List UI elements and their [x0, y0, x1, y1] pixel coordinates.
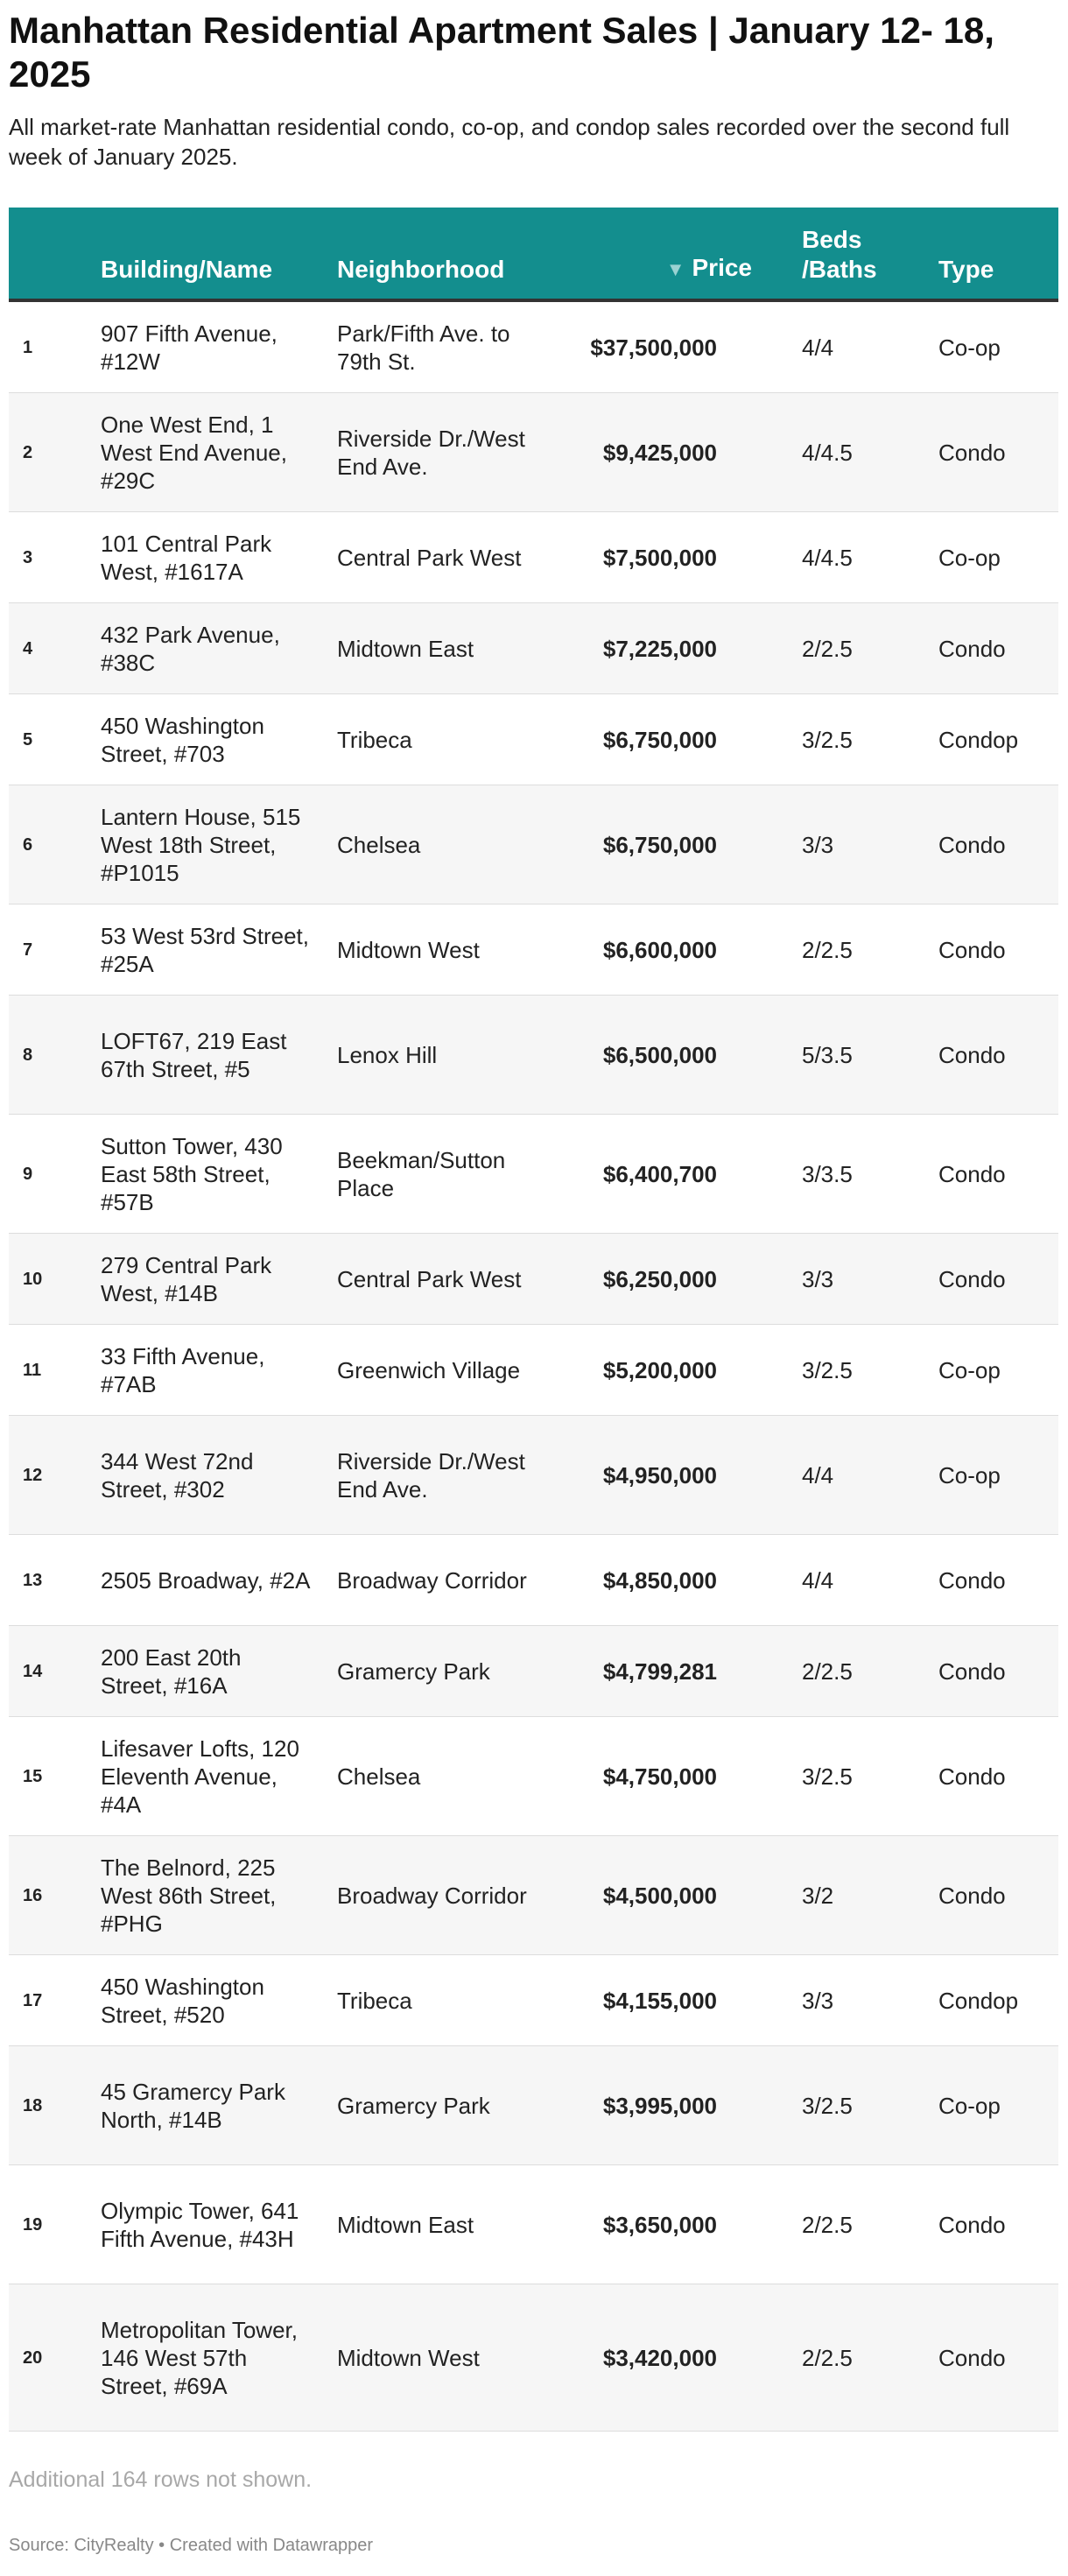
column-header-beds-line2: /Baths — [802, 256, 877, 283]
row-neighborhood: Riverside Dr./West End Ave. — [337, 1447, 525, 1503]
row-building: 907 Fifth Avenue, #12W — [101, 320, 278, 375]
row-rank: 13 — [23, 1570, 43, 1590]
row-price: $5,200,000 — [602, 1356, 717, 1383]
row-neighborhood: Broadway Corridor — [337, 1882, 527, 1909]
row-type: Condo — [938, 1566, 1006, 1594]
row-price: $4,799,281 — [602, 1658, 717, 1685]
row-rank: 16 — [23, 1885, 43, 1905]
row-type: Condo — [938, 1041, 1006, 1068]
table-row — [9, 1535, 1058, 1626]
row-building: The Belnord, 225 West 86th Street, #PHG — [101, 1854, 277, 1937]
row-price: $4,500,000 — [602, 1882, 717, 1909]
row-beds-baths: 3/2 — [802, 1882, 834, 1909]
row-neighborhood: Broadway Corridor — [337, 1566, 527, 1594]
row-neighborhood: Chelsea — [337, 1763, 421, 1790]
row-price: $6,750,000 — [602, 831, 717, 858]
row-beds-baths: 3/2.5 — [802, 2092, 853, 2119]
triangle-down-icon: ▼ — [665, 258, 685, 280]
row-beds-baths: 3/3 — [802, 831, 834, 858]
row-price: $7,225,000 — [602, 635, 717, 662]
table-row — [9, 1325, 1058, 1416]
row-neighborhood: Midtown West — [337, 2344, 480, 2371]
rows-not-shown-note: Additional 164 rows not shown. — [9, 2467, 313, 2492]
row-neighborhood: Beekman/Sutton Place — [337, 1146, 506, 1201]
row-building: 200 East 20th Street, #16A — [101, 1643, 242, 1699]
row-price: $6,250,000 — [602, 1265, 717, 1292]
row-type: Condo — [938, 439, 1006, 466]
row-rank: 5 — [23, 729, 33, 750]
table-row — [9, 1717, 1058, 1836]
table-row — [9, 1836, 1058, 1955]
row-price: $6,500,000 — [602, 1041, 717, 1068]
row-building: Sutton Tower, 430 East 58th Street, #57B — [101, 1132, 283, 1215]
row-beds-baths: 5/3.5 — [802, 1041, 853, 1068]
row-rank: 11 — [23, 1360, 42, 1380]
row-type: Condo — [938, 1658, 1006, 1685]
row-type: Condo — [938, 1265, 1006, 1292]
table-row — [9, 785, 1058, 904]
column-header-price[interactable] — [666, 253, 752, 285]
table-row — [9, 603, 1058, 694]
row-neighborhood: Midtown East — [337, 2211, 474, 2238]
table-row — [9, 1626, 1058, 1717]
row-beds-baths: 2/2.5 — [802, 1658, 853, 1685]
row-beds-baths: 2/2.5 — [802, 2211, 853, 2238]
row-building: 45 Gramercy Park North, #14B — [101, 2078, 285, 2133]
row-rank: 17 — [23, 1990, 43, 2010]
row-beds-baths: 2/2.5 — [802, 2344, 853, 2371]
row-type: Condo — [938, 831, 1006, 858]
row-building: 344 West 72nd Street, #302 — [101, 1447, 254, 1503]
row-rank: 20 — [23, 2347, 43, 2368]
row-type: Co-op — [938, 334, 1001, 361]
table-row — [9, 2046, 1058, 2165]
row-type: Condo — [938, 1160, 1006, 1187]
row-type: Co-op — [938, 544, 1001, 571]
row-type: Condop — [938, 1987, 1019, 2014]
row-price: $3,995,000 — [602, 2092, 717, 2119]
row-neighborhood: Lenox Hill — [337, 1041, 438, 1068]
row-rank: 6 — [23, 834, 33, 855]
row-building: One West End, 1 West End Avenue, #29C — [101, 411, 287, 494]
row-rank: 12 — [23, 1465, 43, 1485]
row-type: Co-op — [938, 1356, 1001, 1383]
row-beds-baths: 2/2.5 — [802, 635, 853, 662]
table-row — [9, 694, 1058, 785]
table-row — [9, 996, 1058, 1115]
row-neighborhood: Central Park West — [337, 1265, 522, 1292]
row-building: 279 Central Park West, #14B — [101, 1251, 272, 1306]
column-header-building[interactable]: Building/Name — [101, 256, 273, 283]
column-header-neighborhood[interactable]: Neighborhood — [337, 256, 505, 283]
row-type: Condo — [938, 2211, 1006, 2238]
row-building: Olympic Tower, 641 Fifth Avenue, #43H — [101, 2197, 299, 2252]
row-neighborhood: Chelsea — [337, 831, 421, 858]
row-building: 101 Central Park West, #1617A — [101, 530, 272, 585]
row-building: 432 Park Avenue, #38C — [101, 621, 280, 676]
table-header — [9, 208, 1058, 302]
row-beds-baths: 3/2.5 — [802, 1356, 853, 1383]
row-neighborhood: Gramercy Park — [337, 2092, 490, 2119]
row-neighborhood: Greenwich Village — [337, 1356, 521, 1383]
row-beds-baths: 3/3 — [802, 1987, 834, 2014]
column-header-beds-line1: Beds — [802, 226, 862, 253]
row-price: $4,950,000 — [602, 1461, 717, 1489]
row-building: LOFT67, 219 East 67th Street, #5 — [101, 1027, 287, 1082]
row-price: $3,650,000 — [602, 2211, 717, 2238]
row-price: $6,750,000 — [602, 726, 717, 753]
table-row — [9, 904, 1058, 996]
table-row — [9, 1416, 1058, 1535]
row-type: Condo — [938, 635, 1006, 662]
row-rank: 2 — [23, 442, 33, 462]
row-type: Condo — [938, 2344, 1006, 2371]
row-building: 2505 Broadway, #2A — [101, 1566, 311, 1594]
row-building: 33 Fifth Avenue, #7AB — [101, 1342, 265, 1397]
row-building: 450 Washington Street, #703 — [101, 712, 264, 767]
row-rank: 19 — [23, 2214, 43, 2235]
table-row — [9, 512, 1058, 603]
row-price: $4,850,000 — [602, 1566, 717, 1594]
row-price: $37,500,000 — [590, 334, 717, 361]
row-price: $3,420,000 — [602, 2344, 717, 2371]
row-neighborhood: Riverside Dr./West End Ave. — [337, 425, 525, 480]
row-neighborhood: Midtown East — [337, 635, 474, 662]
row-beds-baths: 3/2.5 — [802, 726, 853, 753]
row-neighborhood: Tribeca — [337, 726, 412, 753]
page-title: Manhattan Residential Apartment Sales | January 12- 18, 2025 — [9, 10, 994, 95]
row-beds-baths: 4/4 — [802, 334, 834, 361]
row-beds-baths: 4/4 — [802, 1461, 834, 1489]
row-neighborhood: Tribeca — [337, 1987, 412, 2014]
row-rank: 18 — [23, 2095, 43, 2115]
row-neighborhood: Central Park West — [337, 544, 522, 571]
table-row — [9, 1115, 1058, 1234]
row-building: 450 Washington Street, #520 — [101, 1973, 264, 2028]
table-row — [9, 2165, 1058, 2284]
row-beds-baths: 3/3 — [802, 1265, 834, 1292]
row-building: Lifesaver Lofts, 120 Eleventh Avenue, #4A — [101, 1735, 299, 1818]
row-neighborhood: Midtown West — [337, 936, 480, 963]
row-type: Co-op — [938, 1461, 1001, 1489]
row-rank: 14 — [23, 1661, 43, 1681]
source-credit: Source: CityRealty • Created with Datawrapper — [9, 2536, 374, 2555]
row-type: Condop — [938, 726, 1019, 753]
row-neighborhood: Park/Fifth Ave. to 79th St. — [337, 320, 510, 375]
row-price: $7,500,000 — [602, 544, 717, 571]
row-price: $4,750,000 — [602, 1763, 717, 1790]
row-beds-baths: 3/2.5 — [802, 1763, 853, 1790]
table-row — [9, 1955, 1058, 2046]
row-price: $6,600,000 — [602, 936, 717, 963]
column-header-beds-baths[interactable] — [802, 225, 877, 285]
table-row — [9, 2284, 1058, 2432]
table-row — [9, 393, 1058, 512]
row-rank: 1 — [23, 337, 33, 357]
column-header-price-label: Price — [692, 254, 752, 281]
row-price: $4,155,000 — [602, 1987, 717, 2014]
table-body — [9, 302, 1058, 2432]
row-beds-baths: 2/2.5 — [802, 936, 853, 963]
row-building: 53 West 53rd Street, #25A — [101, 922, 309, 977]
table-row — [9, 302, 1058, 393]
row-beds-baths: 4/4.5 — [802, 544, 853, 571]
row-neighborhood: Gramercy Park — [337, 1658, 490, 1685]
row-rank: 15 — [23, 1766, 43, 1786]
row-building: Lantern House, 515 West 18th Street, #P1015 — [101, 803, 301, 886]
table-row — [9, 1234, 1058, 1325]
row-rank: 9 — [23, 1164, 33, 1184]
row-building: Metropolitan Tower, 146 West 57th Street, #69A — [101, 2316, 298, 2399]
page-subtitle: All market-rate Manhattan residential condo, co-op, and condop sales recorded over the second full week of January 2025. — [9, 114, 1010, 170]
row-beds-baths: 4/4.5 — [802, 439, 853, 466]
row-rank: 4 — [23, 638, 33, 658]
row-type: Condo — [938, 1763, 1006, 1790]
row-rank: 3 — [23, 547, 33, 567]
row-type: Co-op — [938, 2092, 1001, 2119]
row-type: Condo — [938, 936, 1006, 963]
column-header-type[interactable]: Type — [938, 256, 994, 283]
sales-table — [9, 208, 1058, 2432]
row-beds-baths: 3/3.5 — [802, 1160, 853, 1187]
row-beds-baths: 4/4 — [802, 1566, 834, 1594]
row-type: Condo — [938, 1882, 1006, 1909]
row-price: $9,425,000 — [602, 439, 717, 466]
row-price: $6,400,700 — [602, 1160, 717, 1187]
row-rank: 8 — [23, 1045, 33, 1065]
row-rank: 10 — [23, 1269, 43, 1289]
row-rank: 7 — [23, 940, 33, 960]
